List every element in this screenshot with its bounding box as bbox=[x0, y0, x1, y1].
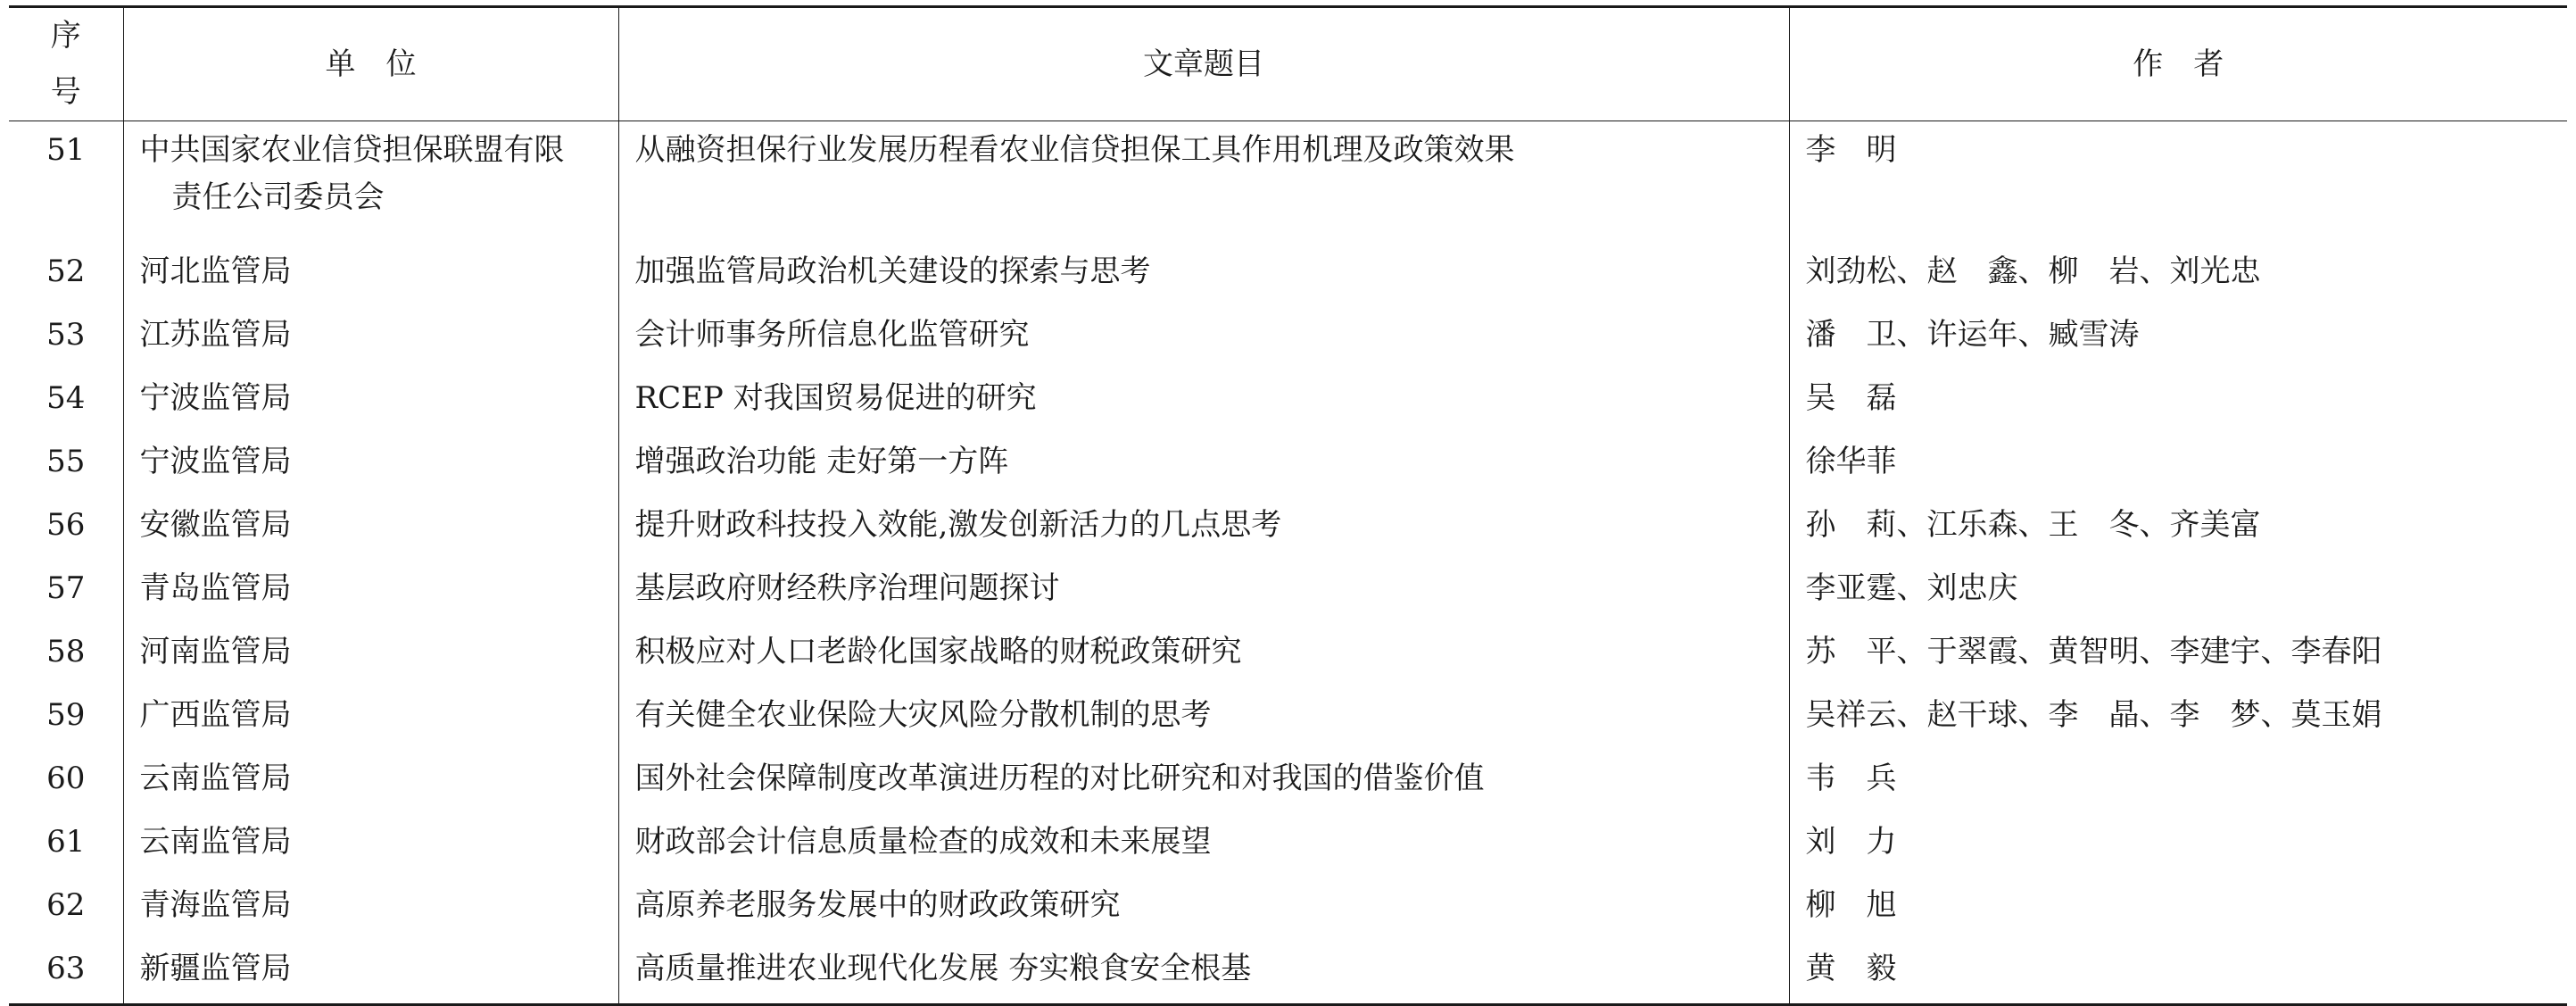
row-title: RCEP 对我国贸易促进的研究 bbox=[618, 370, 1789, 433]
row-unit: 宁波监管局 bbox=[123, 433, 618, 496]
row-title: 有关健全农业保险大灾风险分散机制的思考 bbox=[618, 686, 1789, 750]
row-author: 孙 莉、江乐森、王 冬、齐美富 bbox=[1789, 496, 2567, 560]
row-title: 提升财政科技投入效能,激发创新活力的几点思考 bbox=[618, 496, 1789, 560]
table-row bbox=[9, 121, 2567, 244]
row-number: 55 bbox=[46, 444, 86, 479]
row-author: 李亚霆、刘忠庆 bbox=[1789, 560, 2567, 623]
row-title: 财政部会计信息质量检查的成效和未来展望 bbox=[618, 813, 1789, 877]
row-unit: 广西监管局 bbox=[123, 686, 618, 750]
row-unit: 云南监管局 bbox=[123, 813, 618, 877]
row-number: 61 bbox=[46, 824, 86, 860]
row-title: 基层政府财经秩序治理问题探讨 bbox=[618, 560, 1789, 623]
row-author: 刘劲松、赵 鑫、柳 岩、刘光忠 bbox=[1789, 243, 2567, 306]
row-unit: 安徽监管局 bbox=[123, 496, 618, 560]
table-row bbox=[9, 623, 2567, 686]
row-title: 增强政治功能 走好第一方阵 bbox=[618, 433, 1789, 496]
row-unit bbox=[123, 121, 618, 244]
row-title: 高质量推进农业现代化发展 夯实粮食安全根基 bbox=[618, 940, 1789, 1005]
row-title: 加强监管局政治机关建设的探索与思考 bbox=[618, 243, 1789, 306]
row-unit-line2: 责任公司委员会 bbox=[171, 179, 385, 215]
table-row bbox=[9, 686, 2567, 750]
header-number: 序 号 bbox=[9, 7, 123, 121]
row-number: 62 bbox=[46, 887, 86, 923]
row-title: 国外社会保障制度改革演进历程的对比研究和对我国的借鉴价值 bbox=[618, 750, 1789, 813]
row-author: 吴 磊 bbox=[1789, 370, 2567, 433]
row-author: 刘 力 bbox=[1789, 813, 2567, 877]
article-list-table bbox=[9, 5, 2567, 1006]
row-number: 57 bbox=[46, 570, 86, 606]
row-number: 54 bbox=[46, 380, 86, 416]
row-author: 柳 旭 bbox=[1789, 877, 2567, 940]
table-row bbox=[9, 560, 2567, 623]
row-number: 63 bbox=[9, 940, 123, 1005]
row-unit: 江苏监管局 bbox=[123, 306, 618, 370]
row-number: 52 bbox=[46, 254, 86, 289]
table-row bbox=[9, 370, 2567, 433]
row-author: 吴祥云、赵干球、李 晶、李 梦、莫玉娟 bbox=[1789, 686, 2567, 750]
row-unit: 河北监管局 bbox=[123, 243, 618, 306]
row-unit: 青海监管局 bbox=[123, 877, 618, 940]
row-author: 徐华菲 bbox=[1789, 433, 2567, 496]
header-author: 作 者 bbox=[1789, 7, 2567, 121]
row-number: 60 bbox=[46, 761, 86, 796]
row-unit: 青岛监管局 bbox=[123, 560, 618, 623]
table-row bbox=[9, 306, 2567, 370]
header-title: 文章题目 bbox=[618, 7, 1789, 121]
row-author: 黄 毅 bbox=[1789, 940, 2567, 1005]
row-author: 潘 卫、许运年、臧雪涛 bbox=[1789, 306, 2567, 370]
row-title: 积极应对人口老龄化国家战略的财税政策研究 bbox=[618, 623, 1789, 686]
table-row bbox=[9, 496, 2567, 560]
row-author: 韦 兵 bbox=[1789, 750, 2567, 813]
row-number: 56 bbox=[46, 507, 86, 543]
table-row bbox=[9, 433, 2567, 496]
table-row bbox=[9, 750, 2567, 813]
row-number: 59 bbox=[46, 697, 86, 733]
row-author: 李 明 bbox=[1789, 121, 2567, 244]
table-row bbox=[9, 243, 2567, 306]
row-number: 51 bbox=[46, 132, 86, 168]
row-number: 53 bbox=[46, 317, 86, 353]
row-title: 会计师事务所信息化监管研究 bbox=[618, 306, 1789, 370]
table-header-row bbox=[9, 7, 2567, 121]
row-title: 从融资担保行业发展历程看农业信贷担保工具作用机理及政策效果 bbox=[618, 121, 1789, 244]
row-author: 苏 平、于翠霞、黄智明、李建宇、李春阳 bbox=[1789, 623, 2567, 686]
table-row bbox=[9, 813, 2567, 877]
row-unit: 云南监管局 bbox=[123, 750, 618, 813]
table-row bbox=[9, 877, 2567, 940]
row-title: 高原养老服务发展中的财政政策研究 bbox=[618, 877, 1789, 940]
row-unit: 河南监管局 bbox=[123, 623, 618, 686]
table-row bbox=[9, 940, 2567, 1005]
row-number: 58 bbox=[46, 634, 86, 669]
row-unit-line1: 中共国家农业信贷担保联盟有限 bbox=[139, 132, 565, 168]
header-unit: 单 位 bbox=[123, 7, 618, 121]
row-unit: 宁波监管局 bbox=[123, 370, 618, 433]
row-unit: 新疆监管局 bbox=[123, 940, 618, 1005]
